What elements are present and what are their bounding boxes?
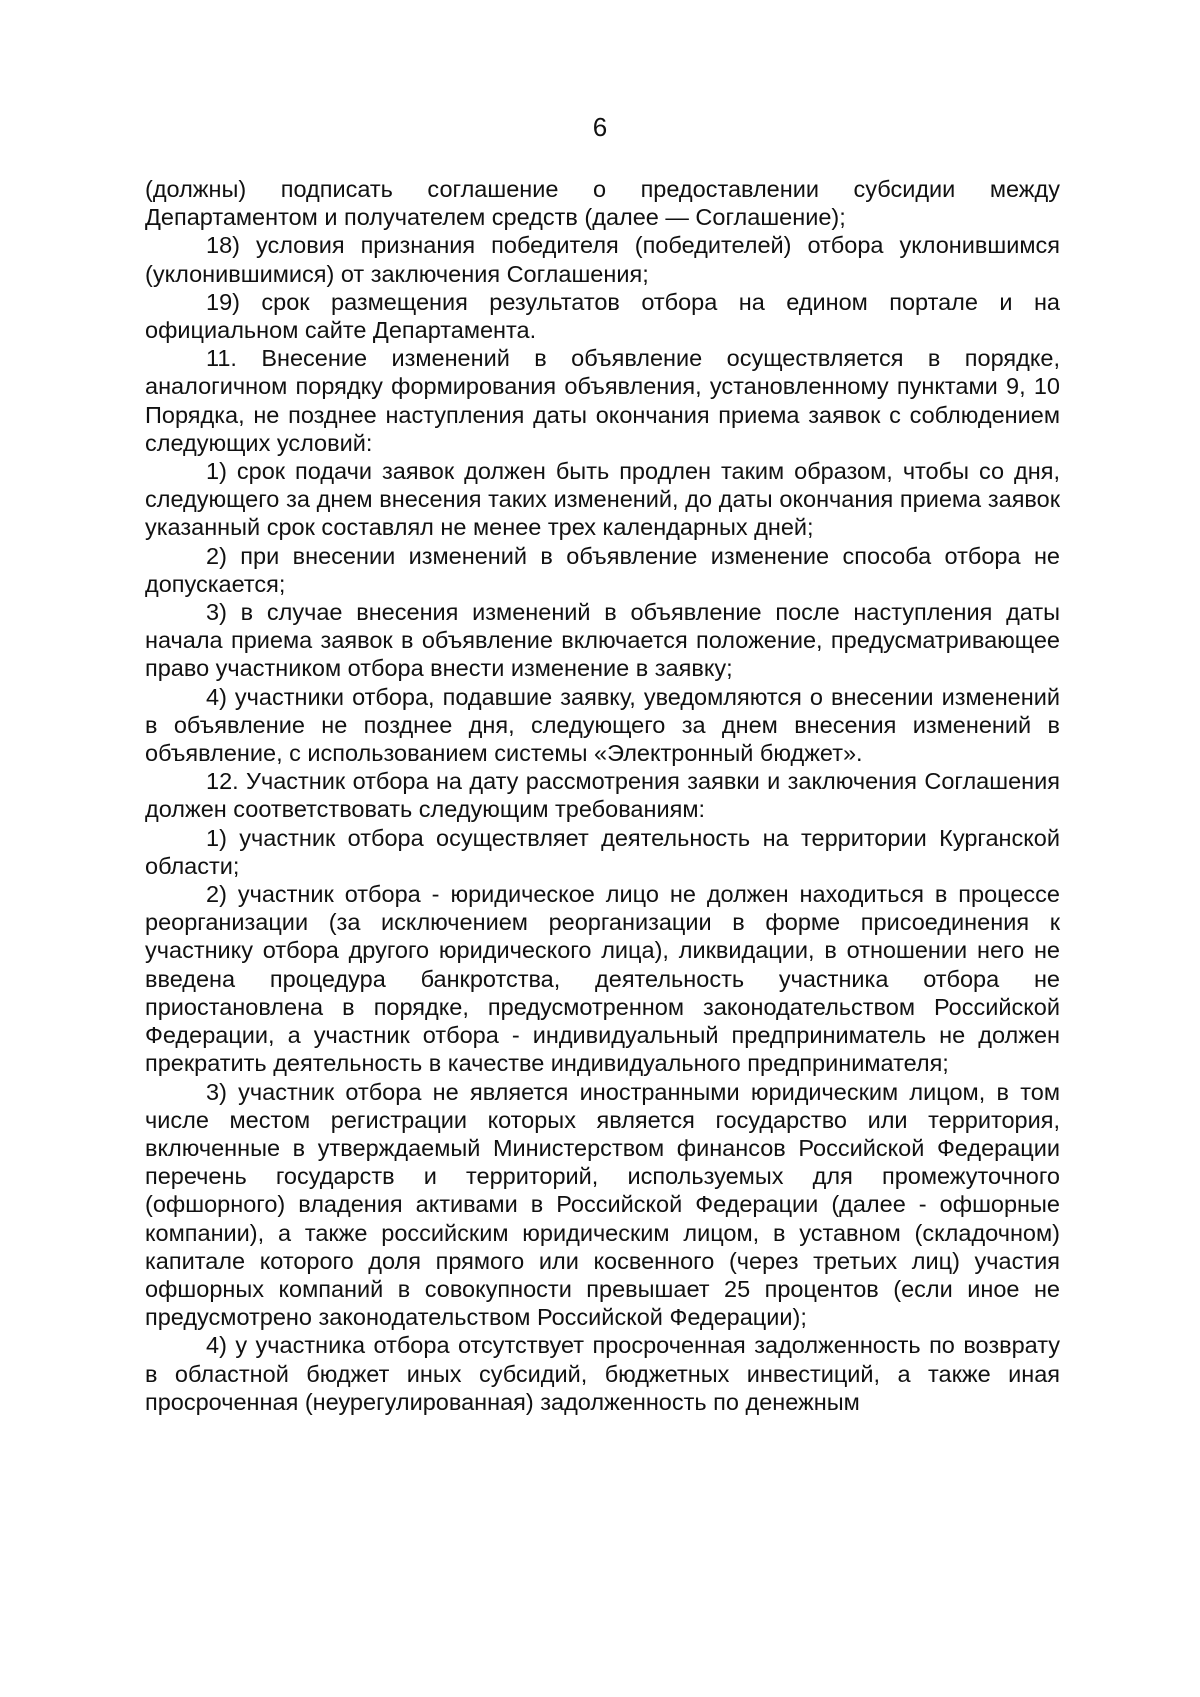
paragraph-clause-11-item-3: 3) в случае внесения изменений в объявление после наступления даты начала приема заявок в объявление включается положение, предусматривающее право участником отбора внести изменение в заявку; xyxy=(145,599,1060,682)
paragraph-clause-12-item-2: 2) участник отбора - юридическое лицо не должен находиться в процессе реорганизации (за исключением реорганизации в форме присоединения к участнику отбора другого юридического лица), ликвидации, в отношении него не введена процедура банкротства, деятельность участника отбора не приостановлена в порядке, предусмотренном законодательством Российской Федерации, а участник отбора - индивидуальный предприниматель не должен прекратить деятельность в качестве индивидуального предпринимателя; xyxy=(145,881,1060,1077)
paragraph-clause-11-item-4: 4) участники отбора, подавшие заявку, уведомляются о внесении изменений в объявление не позднее дня, следующего за днем внесения изменений в объявление, с использованием системы «Электронный бюджет». xyxy=(145,683,1060,767)
paragraph-item-19: 19) срок размещения результатов отбора на едином портале и на официальном сайте Департамента. xyxy=(145,288,1060,344)
paragraph-clause-12: 12. Участник отбора на дату рассмотрения заявки и заключения Соглашения должен соответствовать следующим требованиям: xyxy=(145,768,1060,823)
paragraph-clause-12-item-3: 3) участник отбора не является иностранными юридическим лицом, в том числе местом регистрации которых является государство или территория, включенные в утверждаемый Министерством финансов Российской Федерации перечень государств и территорий, используемых для промежуточного (офшорного) владения активами в Российской Федерации (далее - офшорные компании), а также российским юридическим лицом, в уставном (складочном) капитале которого доля прямого или косвенного (через третьих лиц) участия офшорных компаний в совокупности превышает 25 процентов (если иное не предусмотрено законодательством Российской Федерации); xyxy=(145,1078,1060,1331)
paragraph-clause-11: 11. Внесение изменений в объявление осуществляется в порядке, аналогичном порядку формирования объявления, установленному пунктами 9, 10 Порядка, не позднее наступления даты окончания приема заявок с соблюдением следующих условий: xyxy=(145,345,1060,456)
paragraph-clause-11-item-1: 1) срок подачи заявок должен быть продлен таким образом, чтобы со дня, следующего за днем внесения таких изменений, до даты окончания приема заявок указанный срок составлял не менее трех календарных дней; xyxy=(145,458,1060,541)
page-number: 6 xyxy=(592,112,608,142)
paragraph-clause-11-item-2: 2) при внесении изменений в объявление изменение способа отбора не допускается; xyxy=(145,542,1060,597)
paragraph-clause-12-item-4: 4) у участника отбора отсутствует просроченная задолженность по возврату в областной бюджет иных субсидий, бюджетных инвестиций, а также иная просроченная (неурегулированная) задолженность по денежным xyxy=(145,1332,1060,1415)
paragraph-item-18: 18) условия признания победителя (победителей) отбора уклонившимся (уклонившимися) от заключения Соглашения; xyxy=(145,232,1060,287)
document-body xyxy=(145,175,1060,1416)
paragraph-continuation: (должны) подписать соглашение о предоставлении субсидии между Департаментом и получателем средств (далее — Соглашение); xyxy=(145,176,1060,231)
paragraph-clause-12-item-1: 1) участник отбора осуществляет деятельность на территории Курганской области; xyxy=(145,824,1060,879)
